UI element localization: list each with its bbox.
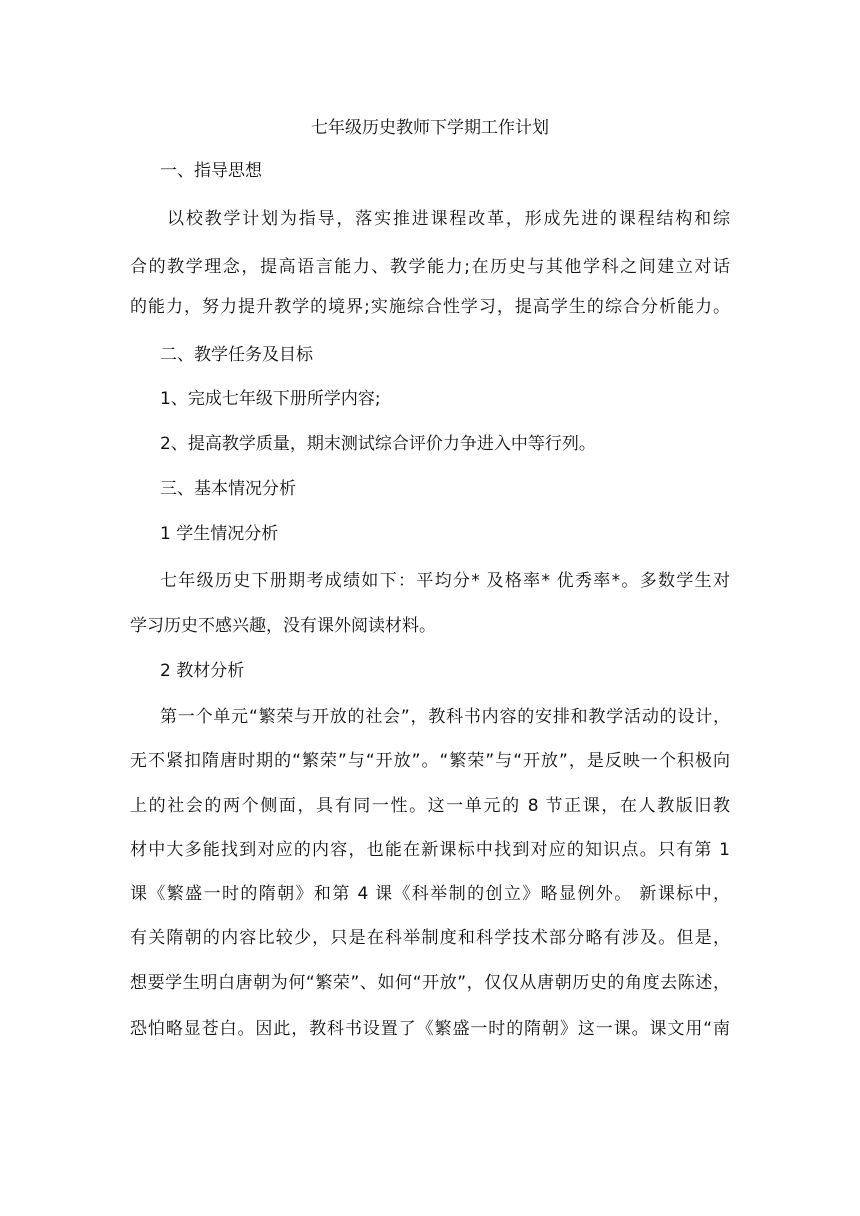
- subheading-student-analysis: 1 学生情况分析: [160, 524, 279, 544]
- heading-guiding-ideology: 一、指导思想: [160, 161, 262, 181]
- subheading-textbook-analysis: 2 教材分析: [160, 661, 245, 681]
- paragraph-line: 上的社会的两个侧面，具有同一性。这一单元的 8 节正课，在人教版旧教: [130, 796, 730, 816]
- paragraph-line: 课《繁盛一时的隋朝》和第 4 课《科举制的创立》略显例外。 新课标中，: [130, 884, 730, 904]
- heading-situation-analysis: 三、基本情况分析: [160, 479, 296, 499]
- heading-tasks-goals: 二、教学任务及目标: [160, 345, 313, 365]
- paragraph-line: 的能力，努力提升教学的境界;实施综合性学习，提高学生的综合分析能力。: [130, 297, 730, 317]
- paragraph-line: 想要学生明白唐朝为何“繁荣”、如何“开放”，仅仅从唐朝历史的角度去陈述，: [130, 973, 730, 993]
- paragraph-line: 无不紧扣隋唐时期的“繁荣”与“开放”。“繁荣”与“开放”，是反映一个积极向: [130, 751, 730, 771]
- paragraph-line: 以校教学计划为指导，落实推进课程改革，形成先进的课程结构和综: [167, 209, 730, 229]
- list-item: 1、完成七年级下册所学内容;: [160, 389, 381, 409]
- paragraph-line: 学习历史不感兴趣，没有课外阅读材料。: [130, 616, 436, 636]
- paragraph-line: 合的教学理念，提高语言能力、教学能力;在历史与其他学科之间建立对话: [130, 257, 730, 277]
- list-item: 2、提高教学质量，期末测试综合评价力争进入中等行列。: [160, 434, 596, 454]
- paragraph-line: 有关隋朝的内容比较少，只是在科举制度和科学技术部分略有涉及。但是，: [130, 928, 730, 948]
- document-title: 七年级历史教师下学期工作计划: [311, 118, 549, 138]
- paragraph-line: 七年级历史下册期考成绩如下：平均分* 及格率* 优秀率*。多数学生对: [160, 571, 730, 591]
- paragraph-line: 恐怕略显苍白。因此，教科书设置了《繁盛一时的隋朝》这一课。课文用“南: [130, 1019, 730, 1039]
- paragraph-line: 第一个单元“繁荣与开放的社会”，教科书内容的安排和教学活动的设计，: [160, 707, 730, 727]
- paragraph-line: 材中大多能找到对应的内容，也能在新课标中找到对应的知识点。只有第 1: [130, 840, 730, 860]
